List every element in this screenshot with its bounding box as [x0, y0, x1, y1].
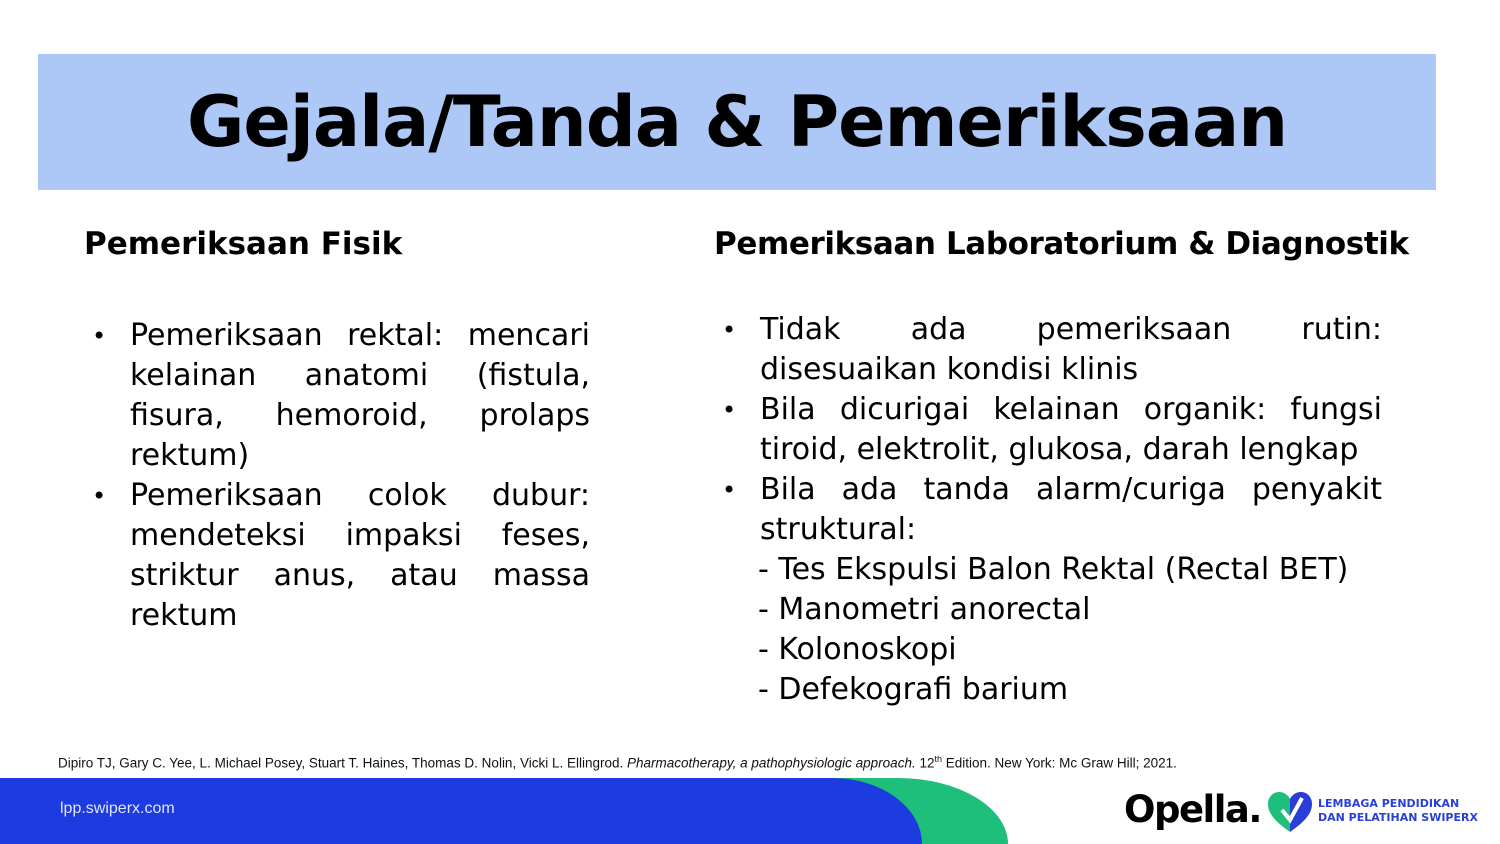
- lpp-line-1: LEMBAGA PENDIDIKAN: [1318, 797, 1460, 810]
- slide-title: Gejala/Tanda & Pemeriksaan: [186, 81, 1288, 163]
- left-column-heading: Pemeriksaan Fisik: [84, 226, 403, 262]
- list-item: • Bila ada tanda alarm/curiga penyakit struktural:: [714, 470, 1382, 550]
- list-item: • Pemeriksaan colok dubur: mendeteksi impaksi feses, striktur anus, atau massa rektum: [84, 476, 590, 636]
- title-band: [38, 54, 1436, 190]
- citation-publisher: Edition. New York: Mc Graw Hill; 2021.: [945, 755, 1177, 771]
- list-item: • Bila dicurigai kelainan organik: fungsi tiroid, elektrolit, glukosa, darah lengkap: [714, 390, 1382, 470]
- sub-item: - Tes Ekspulsi Balon Rektal (Rectal BET): [758, 552, 1349, 587]
- citation-authors: Dipiro TJ, Gary C. Yee, L. Michael Posey, Stuart T. Haines, Thomas D. Nolin, Vicki L. Ellingrod.: [58, 755, 624, 771]
- citation: [58, 754, 1177, 771]
- list-item: • Tidak ada pemeriksaan rutin: disesuaikan kondisi klinis: [714, 310, 1382, 390]
- list-item: • Pemeriksaan rektal: mencari kelainan anatomi (fistula, fisura, hemoroid, prolaps rektum): [84, 316, 590, 476]
- left-bullet-list: [84, 316, 590, 636]
- diagnostic-sub-list: [758, 550, 1348, 710]
- heart-logo-icon: [1266, 790, 1314, 834]
- sub-item: - Defekografi barium: [758, 672, 1069, 707]
- citation-book-title: Pharmacotherapy, a pathophysiologic approach.: [627, 755, 916, 771]
- footer-url-link[interactable]: lpp.swiperx.com: [60, 800, 175, 817]
- opella-logo: Opella.: [1124, 788, 1261, 831]
- right-column-heading: Pemeriksaan Laboratorium & Diagnostik: [714, 226, 1409, 262]
- lpp-line-2: DAN PELATIHAN SWIPERX: [1318, 811, 1478, 824]
- citation-edition-number: 12: [919, 755, 935, 771]
- lpp-logo-text: [1318, 797, 1478, 825]
- right-bullet-list: [714, 310, 1382, 550]
- sub-item: - Kolonoskopi: [758, 632, 957, 667]
- sub-item: - Manometri anorectal: [758, 592, 1091, 627]
- citation-edition-suffix: th: [934, 754, 943, 764]
